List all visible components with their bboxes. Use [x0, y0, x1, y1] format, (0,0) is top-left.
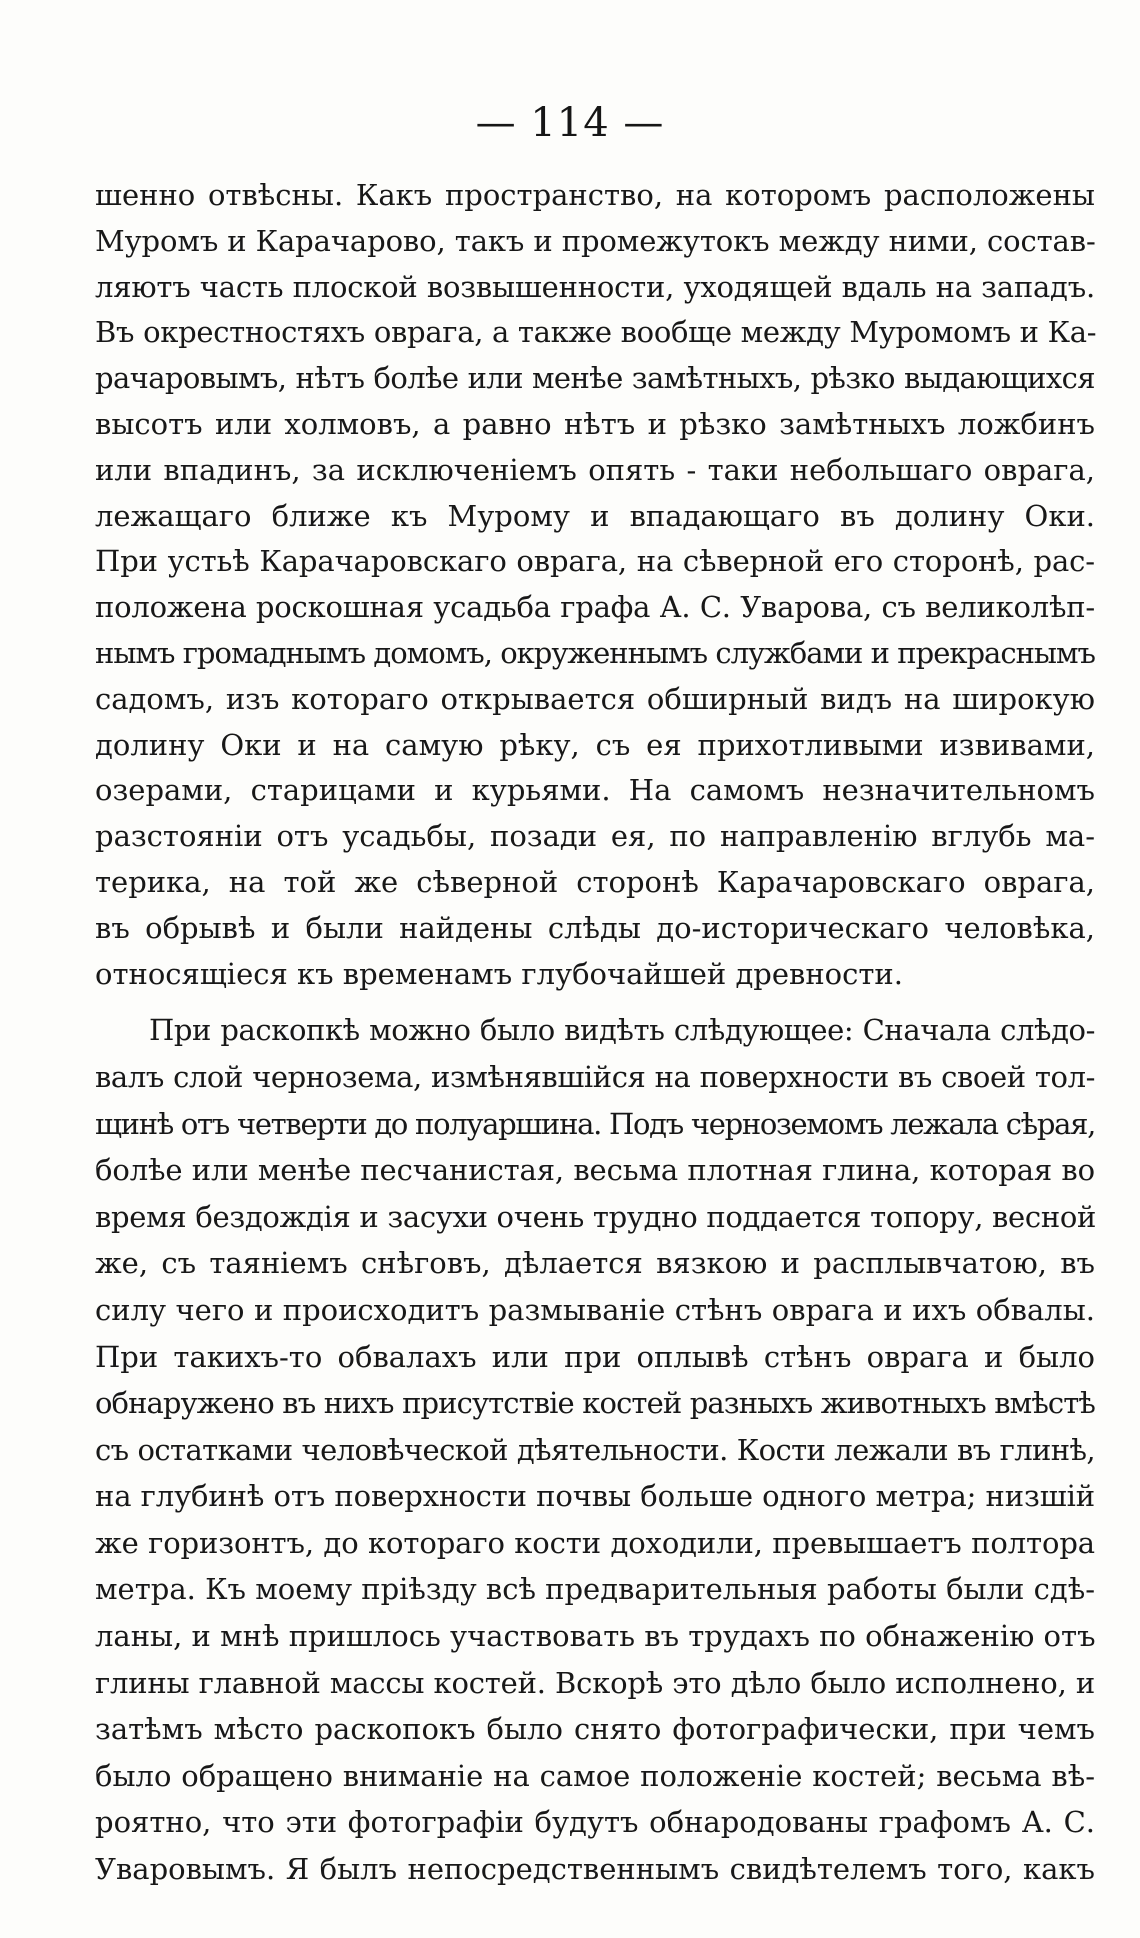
text-line: нымъ громаднымъ домомъ, окруженнымъ службами и прекраснымъ: [95, 635, 1095, 670]
text-line: въ обрывѣ и были найдены слѣды до-историческаго человѣка,: [95, 910, 1095, 945]
text-line: терика, на той же сѣверной сторонѣ Карачаровскаго оврага,: [95, 864, 1095, 899]
page-number: — 114 —: [475, 100, 665, 146]
text-line: положена роскошная усадьба графа А. С. Уварова, съ великолѣп-: [95, 590, 1095, 625]
text-line: При устьѣ Карачаровскаго оврага, на сѣверной его сторонѣ, рас-: [95, 544, 1095, 579]
text-line: Уваровымъ. Я былъ непосредственнымъ свидѣтелемъ того, какъ: [95, 1852, 1095, 1887]
text-line: садомъ, изъ котораго открывается обширный видъ на широкую: [95, 681, 1095, 716]
text-line: на глубинѣ отъ поверхности почвы больше одного метра; низшій: [95, 1479, 1095, 1514]
text-line: время бездождія и засухи очень трудно поддается топору, весной: [95, 1199, 1097, 1234]
text-line: разстояніи отъ усадьбы, позади ея, по направленію вглубь ма-: [95, 819, 1095, 854]
text-line: обнаружено въ нихъ присутствіе костей разныхъ животныхъ вмѣстѣ: [95, 1386, 1095, 1421]
text-line: затѣмъ мѣсто раскопокъ было снято фотографически, при чемъ: [95, 1712, 1095, 1747]
text-line: силу чего и происходитъ размываніе стѣнъ оврага и ихъ обвалы.: [95, 1292, 1095, 1327]
paragraph-gap: [95, 997, 1095, 1007]
body-text: [95, 173, 1095, 1893]
text-line: лежащаго ближе къ Мурому и впадающаго въ долину Оки.: [95, 498, 1095, 533]
text-line: же горизонтъ, до котораго кости доходили, превышаетъ полтора: [95, 1525, 1095, 1560]
text-line: ланы, и мнѣ пришлось участвовать въ трудахъ по обнаженію отъ: [95, 1619, 1096, 1654]
text-line: глины главной массы костей. Вскорѣ это дѣло было исполнено, и: [95, 1665, 1095, 1700]
text-line: долину Оки и на самую рѣку, съ ея прихотливыми извивами,: [95, 727, 1095, 762]
text-line: было обращено вниманіе на самое положеніе костей; весьма вѣ-: [95, 1758, 1095, 1793]
text-line: или впадинъ, за исключеніемъ опять - таки небольшаго оврага,: [95, 452, 1095, 487]
text-line: высотъ или холмовъ, а равно нѣтъ и рѣзко замѣтныхъ ложбинъ: [95, 406, 1095, 441]
text-line: съ остатками человѣческой дѣятельности. Кости лежали въ глинѣ,: [95, 1432, 1095, 1467]
text-line: Муромъ и Карачарово, такъ и промежутокъ между ними, состав-: [95, 223, 1096, 258]
text-line: болѣе или менѣе песчанистая, весьма плотная глина, которая во: [95, 1153, 1095, 1188]
text-line: озерами, старицами и курьями. На самомъ незначительномъ: [95, 773, 1095, 808]
text-line: рачаровымъ, нѣтъ болѣе или менѣе замѣтныхъ, рѣзко выдающихся: [95, 361, 1095, 396]
text-line: шенно отвѣсны. Какъ пространство, на которомъ расположены: [95, 178, 1095, 212]
paragraph: [95, 1007, 1095, 1892]
text-line: При раскопкѣ можно было видѣть слѣдующее: Сначала слѣдо-: [149, 1013, 1095, 1048]
text-line: ляютъ часть плоской возвышенности, уходящей вдаль на западъ.: [95, 269, 1095, 304]
text-line: Въ окрестностяхъ оврага, а также вообще между Муромомъ и Ка-: [95, 315, 1097, 350]
text-line: же, съ таяніемъ снѣговъ, дѣлается вязкою и расплывчатою, въ: [95, 1246, 1095, 1281]
text-line: относящіеся къ временамъ глубочайшей древности.: [95, 956, 903, 991]
text-line: метра. Къ моему пріѣзду всѣ предварительныя работы были сдѣ-: [95, 1572, 1095, 1607]
text-line: роятно, что эти фотографіи будутъ обнародованы графомъ А. С.: [95, 1805, 1095, 1840]
paragraph: [95, 173, 1095, 997]
text-line: При такихъ-то обвалахъ или при оплывѣ стѣнъ оврага и было: [95, 1339, 1095, 1374]
text-line: валъ слой чернозема, измѣнявшійся на поверхности въ своей тол-: [95, 1059, 1095, 1094]
text-line: щинѣ отъ четверти до полуаршина. Подъ черноземомъ лежала сѣрая,: [95, 1106, 1095, 1141]
